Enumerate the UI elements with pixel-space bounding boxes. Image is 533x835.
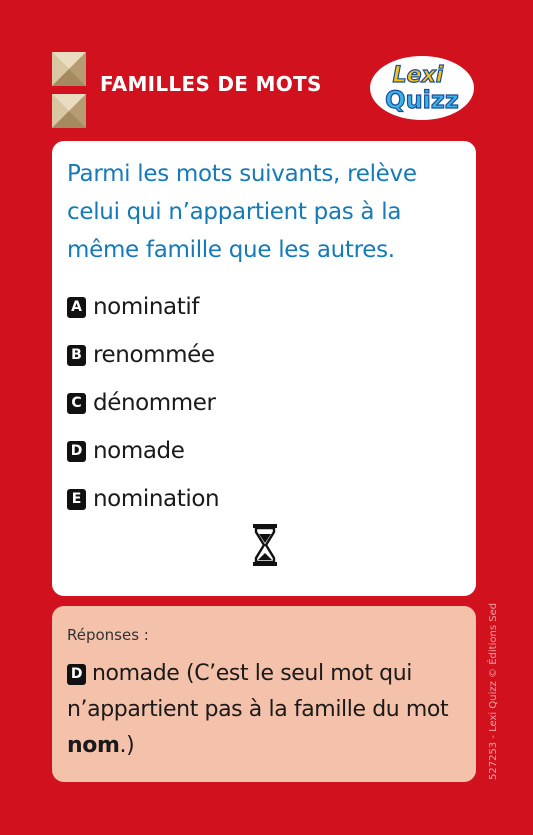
option-letter: B	[67, 345, 86, 366]
answer-text-after: .)	[119, 733, 135, 758]
logo-line1: Lexi	[392, 63, 444, 88]
option-letter: A	[67, 297, 86, 318]
hourglass-icon	[252, 523, 278, 567]
answer-text-before: nomade (C’est le seul mot qui n’appartient pas à la famille du mot	[67, 661, 449, 722]
pyramid-icon	[52, 94, 86, 128]
option-c[interactable]	[67, 379, 219, 427]
question-panel	[52, 141, 476, 596]
product-code: 527253 - Lexi Quizz © Éditions Sed	[488, 602, 499, 780]
answer-label: Réponses :	[67, 626, 149, 644]
lexiquizz-logo	[368, 52, 476, 122]
option-text: nomade	[93, 438, 185, 464]
option-text: nomination	[93, 486, 220, 512]
option-d[interactable]	[67, 427, 219, 475]
option-letter: C	[67, 393, 86, 414]
options-list	[67, 283, 219, 523]
answer-panel	[52, 606, 476, 782]
option-letter: E	[67, 489, 86, 510]
option-a[interactable]	[67, 283, 219, 331]
logo-line2: Quizz	[385, 86, 459, 114]
option-text: renommée	[93, 342, 215, 368]
answer-letter: D	[67, 664, 86, 685]
option-letter: D	[67, 441, 86, 462]
option-b[interactable]	[67, 331, 219, 379]
pyramid-icon	[52, 52, 86, 86]
option-text: dénommer	[93, 390, 216, 416]
answer-bold-word: nom	[67, 733, 120, 758]
category-title: FAMILLES DE MOTS	[100, 72, 322, 96]
option-e[interactable]	[67, 475, 219, 523]
answer-text	[67, 656, 467, 764]
pyramid-icons	[52, 52, 88, 126]
question-text: Parmi les mots suivants, relève celui qui n’appartient pas à la même famille que les autres.	[67, 161, 417, 263]
option-text: nominatif	[93, 294, 200, 320]
